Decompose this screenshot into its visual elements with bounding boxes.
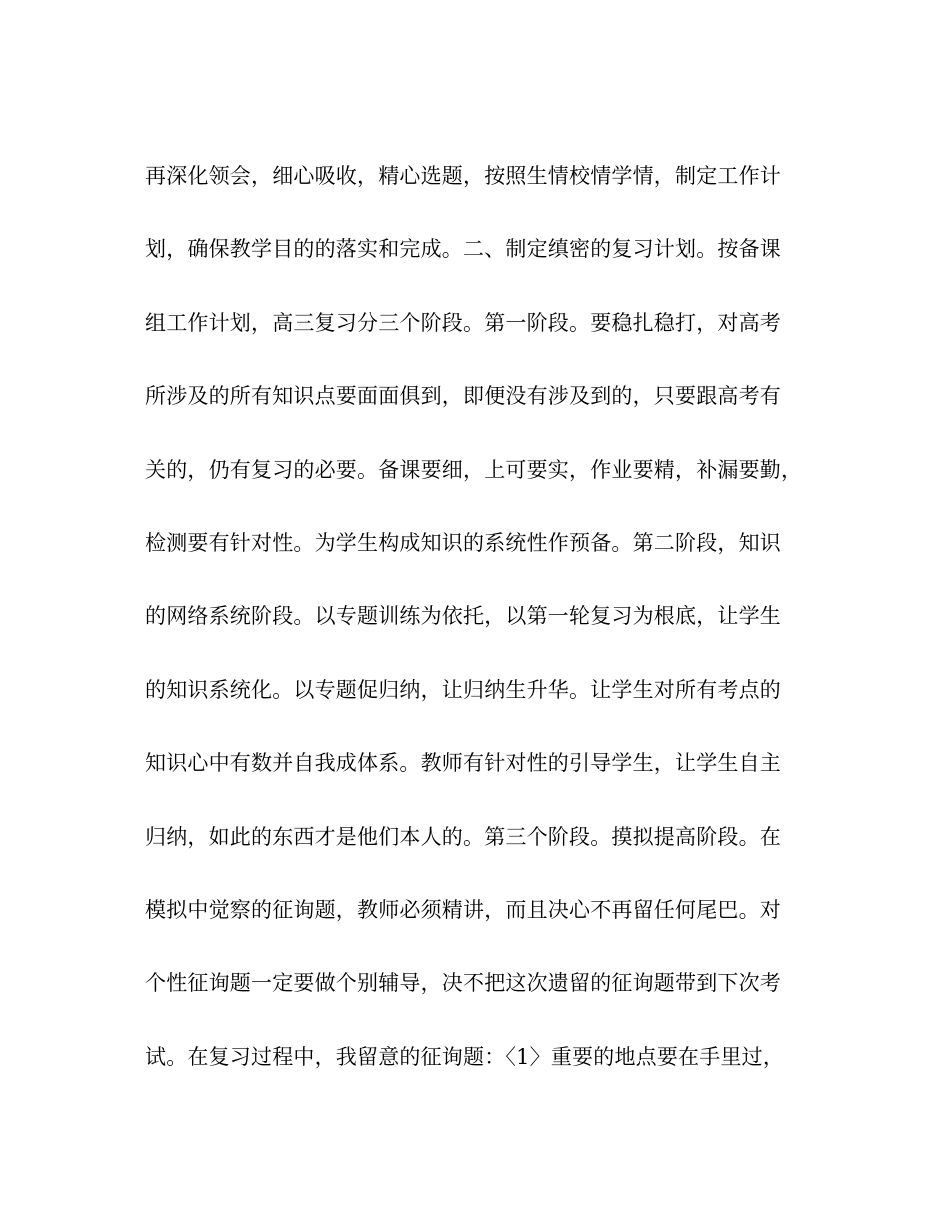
text-line: 个性征询题一定要做个别辅导，决不把这次遗留的征询题带到下次考: [145, 971, 781, 996]
text-line: 模拟中觉察的征询题，教师必须精讲，而且决心不再留任何尾巴。对: [145, 897, 781, 922]
text-line: 试。在复习过程中，我留意的征询题：〈1〉重要的地点要在手里过，: [145, 1044, 785, 1069]
text-line: 划，确保教学目的的落实和完成。二、制定缜密的复习计划。按备课: [145, 237, 781, 262]
text-line: 所涉及的所有知识点要面面俱到，即便没有涉及到的，只要跟高考有: [145, 384, 781, 409]
text-line: 检测要有针对性。为学生构成知识的系统性作预备。第二阶段，知识: [145, 530, 781, 555]
text-line: 知识心中有数并自我成体系。教师有针对性的引导学生，让学生自主: [145, 751, 781, 776]
text-line: 再深化领会，细心吸收，精心选题，按照生情校情学情，制定工作计: [145, 164, 781, 188]
body-text: [145, 140, 810, 1094]
text-line: 组工作计划，高三复习分三个阶段。第一阶段。要稳扎稳打，对高考: [145, 310, 781, 335]
text-line: 的网络系统阶段。以专题训练为依托，以第一轮复习为根底，让学生: [145, 604, 781, 629]
text-line: 的知识系统化。以专题促归纳，让归纳生升华。让学生对所有考点的: [145, 677, 781, 702]
text-line: 关的，仍有复习的必要。备课要细，上可要实，作业要精，补漏要勤，: [145, 457, 803, 482]
text-line: 归纳，如此的东西才是他们本人的。第三个阶段。摸拟提高阶段。在: [145, 824, 781, 849]
